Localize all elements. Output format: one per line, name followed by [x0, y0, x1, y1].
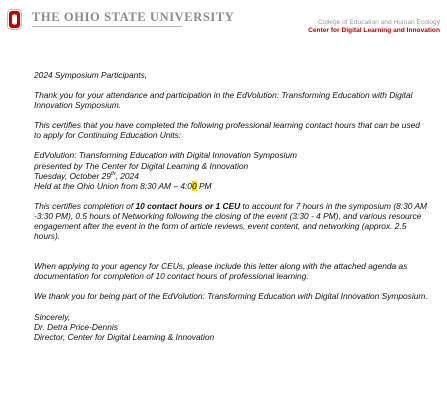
certifies-paragraph: This certifies that you have completed the following professional learning contact hours that can be used to apply for Continuing Education Units:: [34, 120, 420, 141]
signer-name: Dr. Detra Price-Dennis: [34, 321, 118, 332]
date-ordinal: th: [110, 170, 116, 177]
signer-title: Director, Center for Digital Learning & Innovation: [34, 331, 215, 342]
event-location: [34, 181, 429, 191]
osu-block-o-logo-icon: [7, 9, 22, 30]
completion-paragraph: [34, 201, 429, 241]
presenter-line: presented by The Center for Digital Learning & Innovation: [34, 160, 249, 171]
completion-text-a: This certifies completion of: [34, 200, 136, 211]
highlighted-character: 0: [191, 180, 197, 191]
completion-hours: 10 contact hours or 1 CEU: [135, 200, 241, 211]
closing: Sincerely,: [34, 311, 71, 322]
location-text-end: PM: [196, 180, 212, 191]
center-name: Center for Digital Learning and Innovation: [308, 27, 440, 34]
college-name: College of Education and Human Ecology: [317, 19, 440, 26]
thanks-paragraph: Thank you for your attendance and participation in the EdVolution: Transforming Education with Digital Innovation Symposium.: [34, 90, 413, 111]
apply-paragraph: When applying to your agency for CEUs, please include this letter along with the attached agenda as documentation for completion of 10 contact hours of professional learning.: [34, 261, 408, 282]
header-rule: [32, 26, 182, 27]
completion-text-b: to account for 7 hours in the symposium (8:30 AM -3:30 PM), 0.5 hours of Networking following the closing of the event (3:30 - 4 PM), and various resource engagement after the event in the form of article reviews, event content, and networking (approx. 2.5 hours).: [34, 200, 428, 242]
date-year: , 2024: [115, 170, 139, 181]
thanks-closing-paragraph: We thank you for being part of the EdVolution: Transforming Education with Digital Innovation Symposium.: [34, 291, 428, 302]
university-name: THE OHIO STATE UNIVERSITY: [32, 10, 235, 24]
date-text: Tuesday, October 29: [34, 170, 111, 181]
letter-body: [34, 70, 429, 342]
event-name: EdVolution: Transforming Education with Digital Innovation Symposium: [34, 150, 298, 161]
event-date: [34, 171, 429, 181]
department-block: [308, 19, 440, 35]
salutation: 2024 Symposium Participants,: [34, 70, 148, 80]
location-text: Held at the Ohio Union from 8:30 AM – 4:0: [34, 180, 192, 191]
